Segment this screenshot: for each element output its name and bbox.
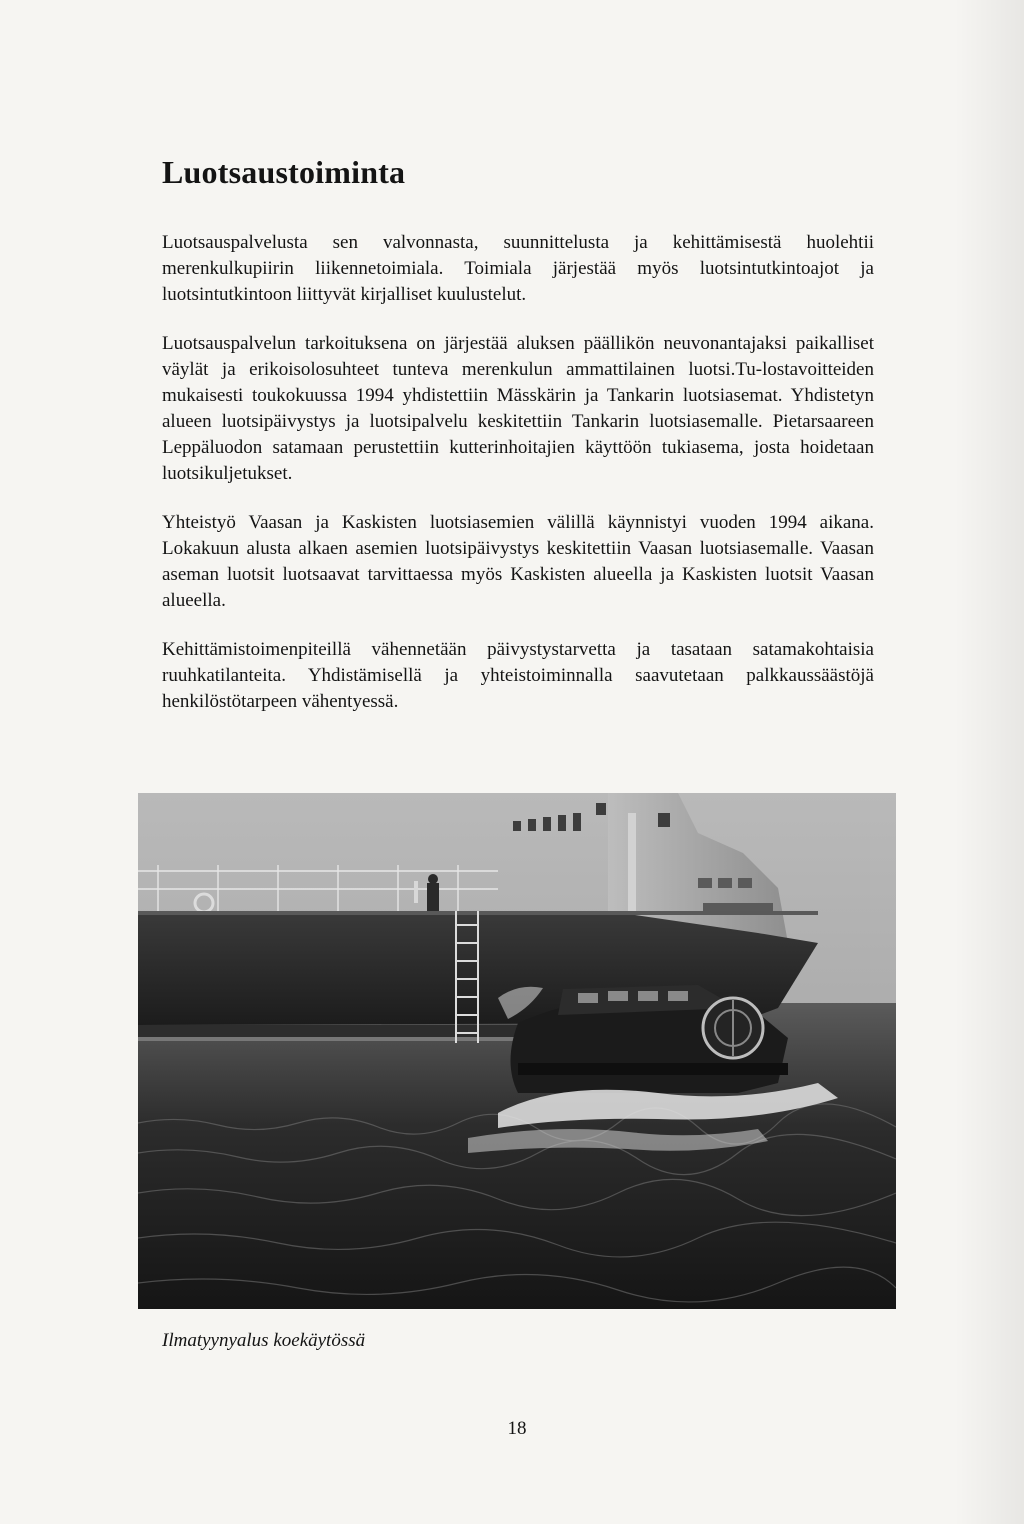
photo-caption: Ilmatyynyalus koekäytössä: [162, 1330, 366, 1351]
paragraph-2: Luotsauspalvelun tarkoituksena on järjestää aluksen päällikön neuvonantajaksi paikalliset väylät ja erikoisolosuhteet tunteva merenkulun ammattilainen luotsi.Tu-lostavoitteiden mukaisesti toukokuussa 1994 yhdistettiin Mässkärin ja Tankarin luotsiasemat. Yhdistetyn alueen luotsipäivystys ja luotsipalvelu keskitettiin Tankarin luotsiasemalle. Pietarsaareen Leppäluodon satamaan perustettiin kutterinhoitajien käyttöön tukiasema, josta hoidetaan luotsikuljetukset.: [162, 333, 874, 484]
hovercraft-ship-illustration: [138, 793, 896, 1309]
page-edge-shadow: [954, 0, 1024, 1524]
page-number: 18: [507, 1418, 527, 1439]
paragraph-1: Luotsauspalvelusta sen valvonnasta, suunnittelusta ja kehittämisestä huolehtii merenkulkupiirin liikennetoimiala. Toimiala järjestää myös luotsintutkintoajot ja luotsintutkintoon liittyvät kirjalliset kuulustelut.: [162, 232, 874, 305]
page-title: Luotsaustoiminta: [162, 154, 406, 190]
paragraph-4: Kehittämistoimenpiteillä vähennetään päivystystarvetta ja tasataan satamakohtaisia ruuhkatilanteita. Yhdistämisellä ja yhteistoiminnalla saavutetaan palkkaussäästöjä henkilöstötarpeen vähentyessä.: [162, 639, 874, 712]
paragraph-3: Yhteistyö Vaasan ja Kaskisten luotsiasemien välillä käynnistyi vuoden 1994 aikana. Lokakuun alusta alkaen asemien luotsipäivystys keskitettiin Vaasan luotsiasemalle. Vaasan aseman luotsit luotsaavat tarvittaessa myös Kaskisten alueella ja Kaskisten luotsit Vaasan alueella.: [162, 512, 874, 611]
hovercraft-photo: [138, 793, 896, 1309]
text-column: [162, 150, 874, 738]
